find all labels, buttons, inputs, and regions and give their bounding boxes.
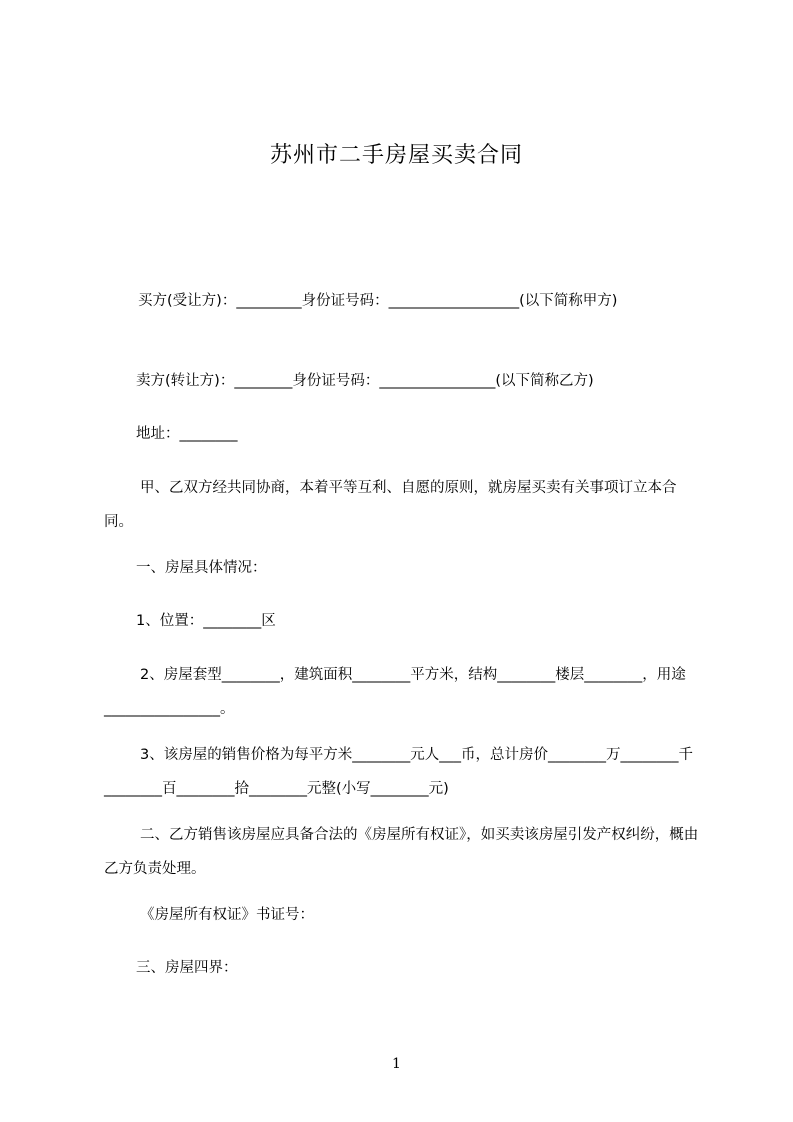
certificate-number-line: 《房屋所有权证》书证号：: [140, 907, 314, 923]
page-number: 1: [392, 1056, 401, 1072]
intro-paragraph: 甲、乙双方经共同协商，本着平等互利、自愿的原则，就房屋买卖有关事项订立本合同。: [104, 480, 677, 530]
item-house-type: 2、房屋套型________，建筑面积________平方米，结构________楼层________，用途________________。: [104, 667, 686, 717]
seller-line: 卖方(转让方)：________身份证号码：________________(以下简称乙方): [136, 373, 594, 389]
section2-paragraph: 二、乙方销售该房屋应具备合法的《房屋所有权证》，如买卖该房屋引发产权纠纷，概由乙方负责处理。: [104, 827, 699, 877]
document-title: 苏州市二手房屋买卖合同: [269, 143, 523, 168]
address-line: 地址：________: [136, 426, 238, 442]
buyer-line: 买方(受让方)：_________身份证号码：__________________(以下简称甲方): [138, 293, 618, 309]
item-location: 1、位置：________区: [136, 613, 276, 629]
item-price: 3、该房屋的销售价格为每平方米________元人___币，总计房价________万________千________百________拾________元整(小写________元): [104, 747, 693, 797]
section3-heading: 三、房屋四界：: [136, 960, 238, 976]
section1-heading: 一、房屋具体情况：: [136, 560, 267, 576]
